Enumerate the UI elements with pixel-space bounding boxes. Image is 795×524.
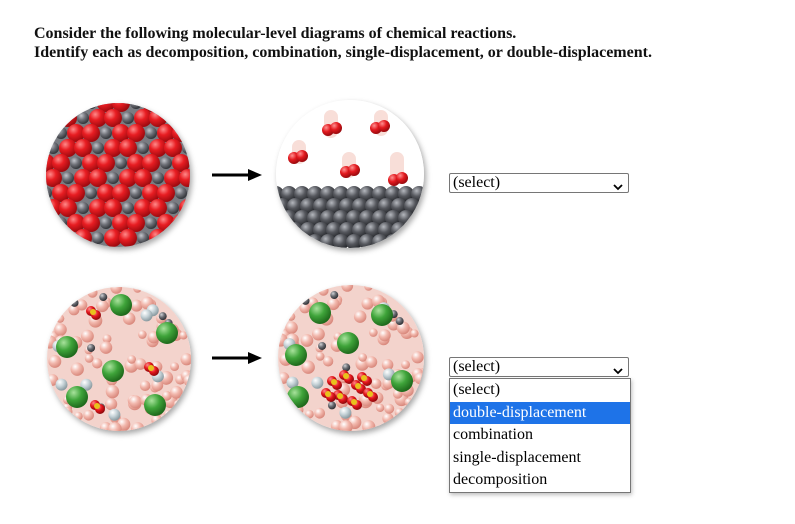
water-molecule — [163, 424, 173, 431]
oxygen-atom — [164, 229, 182, 247]
ion — [71, 299, 79, 307]
sulfur-atom — [367, 391, 373, 397]
chloride-ion — [110, 294, 132, 316]
water-molecule — [174, 400, 183, 409]
water-molecule — [186, 410, 191, 422]
water-molecule — [285, 321, 297, 333]
ion — [302, 297, 310, 305]
metal-atom — [294, 234, 310, 248]
water-molecule — [410, 329, 418, 337]
water-molecule — [405, 398, 414, 407]
water-molecule — [56, 314, 64, 322]
metal-atom — [122, 112, 134, 124]
metal-atom — [62, 172, 74, 184]
water-molecule — [151, 415, 162, 426]
oxygen-atom — [46, 109, 62, 127]
metal-atom — [47, 142, 59, 154]
water-molecule — [51, 404, 60, 413]
chloride-ion — [102, 360, 124, 382]
oxygen-atom — [52, 103, 70, 112]
metal-atom — [100, 217, 112, 229]
water-molecule — [62, 407, 72, 417]
reaction-2-reactant-diagram — [47, 287, 191, 431]
dropdown-option[interactable]: decomposition — [453, 471, 548, 489]
water-molecule — [395, 408, 405, 418]
water-molecule — [369, 328, 378, 337]
water-molecule — [48, 355, 61, 368]
water-molecule — [417, 408, 424, 420]
water-molecule — [379, 329, 391, 341]
metal-atom — [276, 210, 284, 226]
instructions-line-2: Identify each as decomposition, combination, single-displacement, or double-displacement. — [34, 44, 652, 61]
water-molecule — [314, 408, 325, 419]
oxygen-atom — [157, 103, 175, 112]
water-molecule — [179, 331, 187, 339]
water-molecule — [74, 412, 83, 421]
water-molecule — [87, 288, 97, 298]
water-molecule — [401, 360, 410, 369]
metal-atom — [85, 187, 97, 199]
water-molecule — [285, 285, 296, 292]
metal-atom — [100, 127, 112, 139]
water-molecule — [54, 323, 66, 335]
water-molecule — [81, 330, 94, 343]
chloride-ion — [144, 394, 166, 416]
water-molecule — [301, 334, 314, 347]
chloride-ion — [56, 336, 78, 358]
dropdown-option[interactable]: (select) — [453, 381, 501, 398]
ion — [330, 291, 338, 299]
metal-atom — [417, 222, 424, 238]
metal-atom — [77, 202, 89, 214]
water-molecule — [170, 362, 179, 371]
ion — [174, 294, 186, 306]
oxygen-molecule — [378, 120, 390, 132]
reaction-2-select-value: (select) — [453, 358, 501, 375]
oxygen-atom — [119, 229, 137, 247]
sulfur-atom — [337, 393, 343, 399]
ion — [141, 309, 153, 321]
water-molecule — [371, 378, 382, 389]
water-molecule — [140, 380, 151, 391]
sulfur-atom — [355, 383, 361, 389]
metal-atom — [77, 112, 89, 124]
metal-atom — [391, 222, 407, 238]
water-molecule — [71, 363, 84, 376]
water-molecule — [47, 306, 54, 314]
instructions — [34, 24, 652, 62]
sulfur-atom — [343, 373, 349, 379]
right-arrow-icon — [212, 168, 262, 182]
water-molecule — [384, 404, 394, 414]
ion — [55, 379, 67, 391]
chloride-ion — [66, 386, 88, 408]
water-molecule — [131, 300, 143, 312]
metal-atom — [175, 103, 187, 109]
metal-atom — [152, 172, 164, 184]
water-molecule — [305, 410, 314, 419]
water-molecule — [138, 330, 147, 339]
metal-atom — [411, 234, 424, 248]
dropdown-option[interactable]: single-displacement — [453, 448, 581, 466]
water-molecule — [354, 310, 366, 322]
oxygen-atom — [46, 214, 55, 232]
reaction-1-reactant-diagram — [46, 103, 190, 247]
water-molecule — [54, 287, 65, 294]
water-molecule — [282, 402, 291, 411]
metal-atom — [107, 172, 119, 184]
sulfur-atom — [331, 379, 337, 385]
water-molecule — [362, 298, 374, 310]
water-molecule — [278, 304, 285, 312]
metal-atom — [115, 157, 127, 169]
water-molecule — [358, 353, 367, 362]
reaction-2-select[interactable] — [449, 357, 629, 377]
water-molecule — [47, 413, 53, 421]
metal-atom — [145, 127, 157, 139]
oxygen-atom — [172, 214, 190, 232]
ion — [396, 317, 404, 325]
metal-atom — [167, 112, 179, 124]
ion — [318, 342, 326, 350]
water-molecule — [382, 413, 393, 424]
ion — [311, 377, 323, 389]
metal-atom — [130, 187, 142, 199]
oxygen-atom — [59, 229, 77, 247]
metal-atom — [276, 222, 290, 238]
water-molecule — [323, 356, 333, 366]
metal-atom — [404, 222, 420, 238]
metal-atom — [175, 187, 187, 199]
metal-atom — [46, 103, 52, 109]
reaction-2-dropdown-list — [449, 378, 631, 493]
ion — [408, 298, 416, 306]
water-molecule — [287, 312, 295, 320]
chloride-ion — [156, 322, 178, 344]
metal-atom — [287, 222, 303, 238]
water-molecule — [96, 300, 108, 312]
oxygen-atom — [46, 124, 55, 142]
metal-atom — [398, 234, 414, 248]
water-molecule — [156, 420, 165, 429]
water-molecule — [284, 404, 293, 413]
water-molecule — [129, 395, 142, 408]
oxygen-molecule — [396, 172, 408, 184]
sulfur-atom — [361, 375, 367, 381]
water-molecule — [316, 352, 325, 361]
metal-atom — [167, 202, 179, 214]
water-molecule — [47, 318, 53, 330]
sulfur-atom — [325, 391, 331, 397]
water-molecule — [100, 341, 113, 354]
water-molecule — [318, 286, 328, 296]
water-molecule — [106, 385, 119, 398]
metal-atom — [92, 142, 104, 154]
water-molecule — [92, 358, 102, 368]
reaction-1-select-value: (select) — [453, 174, 501, 191]
water-molecule — [408, 420, 421, 431]
metal-atom — [137, 142, 149, 154]
chevron-down-icon — [613, 363, 623, 373]
water-molecule — [412, 351, 424, 363]
water-molecule — [278, 298, 284, 309]
water-molecule — [312, 328, 325, 341]
water-molecule — [85, 354, 94, 363]
chloride-ion — [337, 332, 359, 354]
oxygen-atom — [67, 103, 85, 112]
sulfur-atom — [351, 399, 357, 405]
water-molecule — [170, 386, 183, 399]
water-molecule — [53, 406, 62, 415]
sulfur-atom — [94, 403, 100, 409]
oxygen-molecule — [296, 150, 308, 162]
water-molecule — [54, 422, 66, 431]
water-molecule — [127, 355, 136, 364]
water-molecule — [366, 356, 378, 368]
sulfur-atom — [148, 365, 154, 371]
oxygen-atom — [179, 109, 190, 127]
oxygen-atom — [74, 229, 92, 247]
dropdown-option[interactable]: combination — [453, 426, 533, 444]
chloride-ion — [309, 302, 331, 324]
chloride-ion — [287, 386, 309, 408]
sulfur-atom — [90, 309, 96, 315]
metal-atom — [55, 127, 67, 139]
right-arrow-icon — [212, 351, 262, 365]
chloride-ion — [285, 344, 307, 366]
metal-atom — [92, 232, 104, 244]
metal-atom — [281, 234, 297, 248]
oxygen-atom — [149, 229, 167, 247]
metal-atom — [276, 234, 284, 248]
chloride-ion — [391, 370, 413, 392]
water-molecule — [278, 316, 284, 328]
oxygen-molecule — [348, 164, 360, 176]
chloride-ion — [371, 304, 393, 326]
metal-atom — [70, 157, 82, 169]
metal-atom — [137, 232, 149, 244]
water-molecule — [376, 404, 384, 412]
water-molecule — [394, 422, 404, 431]
ion — [339, 407, 351, 419]
ion — [177, 300, 185, 308]
reaction-1-product-diagram — [276, 100, 424, 248]
water-molecule — [278, 411, 284, 419]
oxygen-molecule — [330, 122, 342, 134]
ion — [99, 293, 107, 301]
chevron-down-icon — [613, 179, 623, 189]
metal-atom — [182, 232, 190, 244]
dropdown-option[interactable]: double-displacement — [450, 402, 630, 425]
ion — [328, 401, 336, 409]
metal-atom — [160, 157, 172, 169]
reaction-2-product-diagram — [278, 285, 424, 431]
ion — [87, 344, 95, 352]
metal-atom — [145, 217, 157, 229]
water-molecule — [83, 410, 94, 421]
water-molecule — [177, 422, 190, 431]
ion — [108, 409, 120, 421]
metal-atom — [122, 202, 134, 214]
metal-atom — [47, 232, 59, 244]
water-molecule — [285, 420, 297, 431]
instructions-line-1: Consider the following molecular-level diagrams of chemical reactions. — [34, 25, 517, 42]
reaction-1-select[interactable] — [449, 173, 629, 193]
ion — [405, 292, 417, 304]
water-molecule — [47, 300, 53, 311]
water-molecule — [164, 410, 174, 420]
water-molecule — [105, 398, 117, 410]
ion — [159, 312, 167, 320]
metal-atom — [55, 217, 67, 229]
